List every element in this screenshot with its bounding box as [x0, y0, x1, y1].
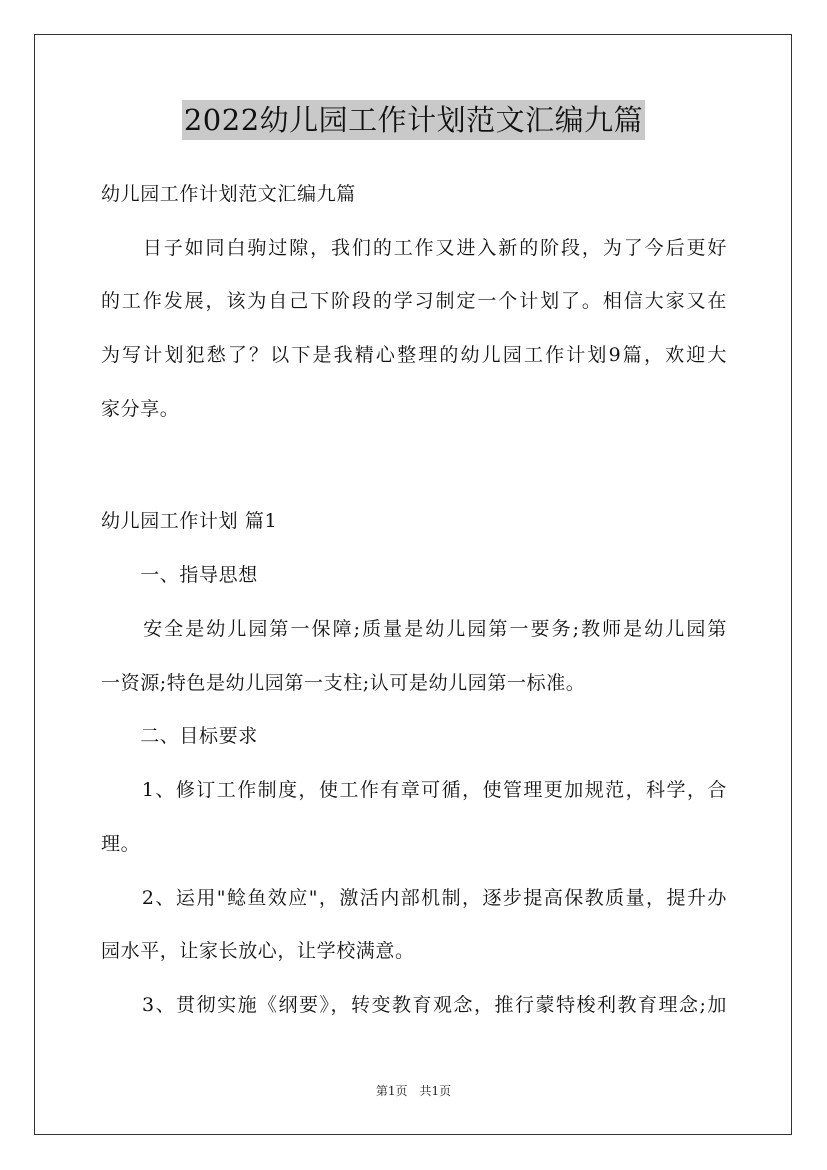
paragraph-line: 一资源;特色是幼儿园第一支柱;认可是幼儿园第一标准。 — [101, 672, 586, 694]
subtitle-line: 幼儿园工作计划范文汇编九篇 — [101, 183, 356, 205]
title-container — [0, 100, 827, 140]
subheading-line: 一、指导思想 — [101, 564, 258, 586]
paragraph-line: 理。 — [101, 833, 141, 855]
paragraph-line: 安全是幼儿园第一保障;质量是幼儿园第一要务;教师是幼儿园第 — [101, 618, 727, 640]
section-heading: 幼儿园工作计划 篇1 — [101, 510, 278, 532]
paragraph-line: 园水平，让家长放心，让学校满意。 — [101, 940, 415, 962]
paragraph-line: 2、运用"鲶鱼效应"，激活内部机制，逐步提高保教质量，提升办 — [101, 887, 727, 909]
paragraph-line: 家分享。 — [101, 398, 180, 420]
page-footer: 第1页 共1页 — [375, 1084, 452, 1098]
subheading-line: 二、目标要求 — [101, 725, 258, 747]
paragraph-line: 3、贯彻实施《纲要》，转变教育观念，推行蒙特梭利教育理念;加 — [101, 994, 727, 1016]
paragraph-line: 日子如同白驹过隙，我们的工作又进入新的阶段，为了今后更好 — [101, 237, 727, 259]
paragraph-line: 为写计划犯愁了？以下是我精心整理的幼儿园工作计划9篇，欢迎大 — [101, 344, 727, 366]
document-title: 2022幼儿园工作计划范文汇编九篇 — [182, 100, 645, 140]
paragraph-line: 1、修订工作制度，使工作有章可循，使管理更加规范，科学，合 — [101, 779, 727, 801]
paragraph-line: 的工作发展，该为自己下阶段的学习制定一个计划了。相信大家又在 — [101, 290, 727, 312]
